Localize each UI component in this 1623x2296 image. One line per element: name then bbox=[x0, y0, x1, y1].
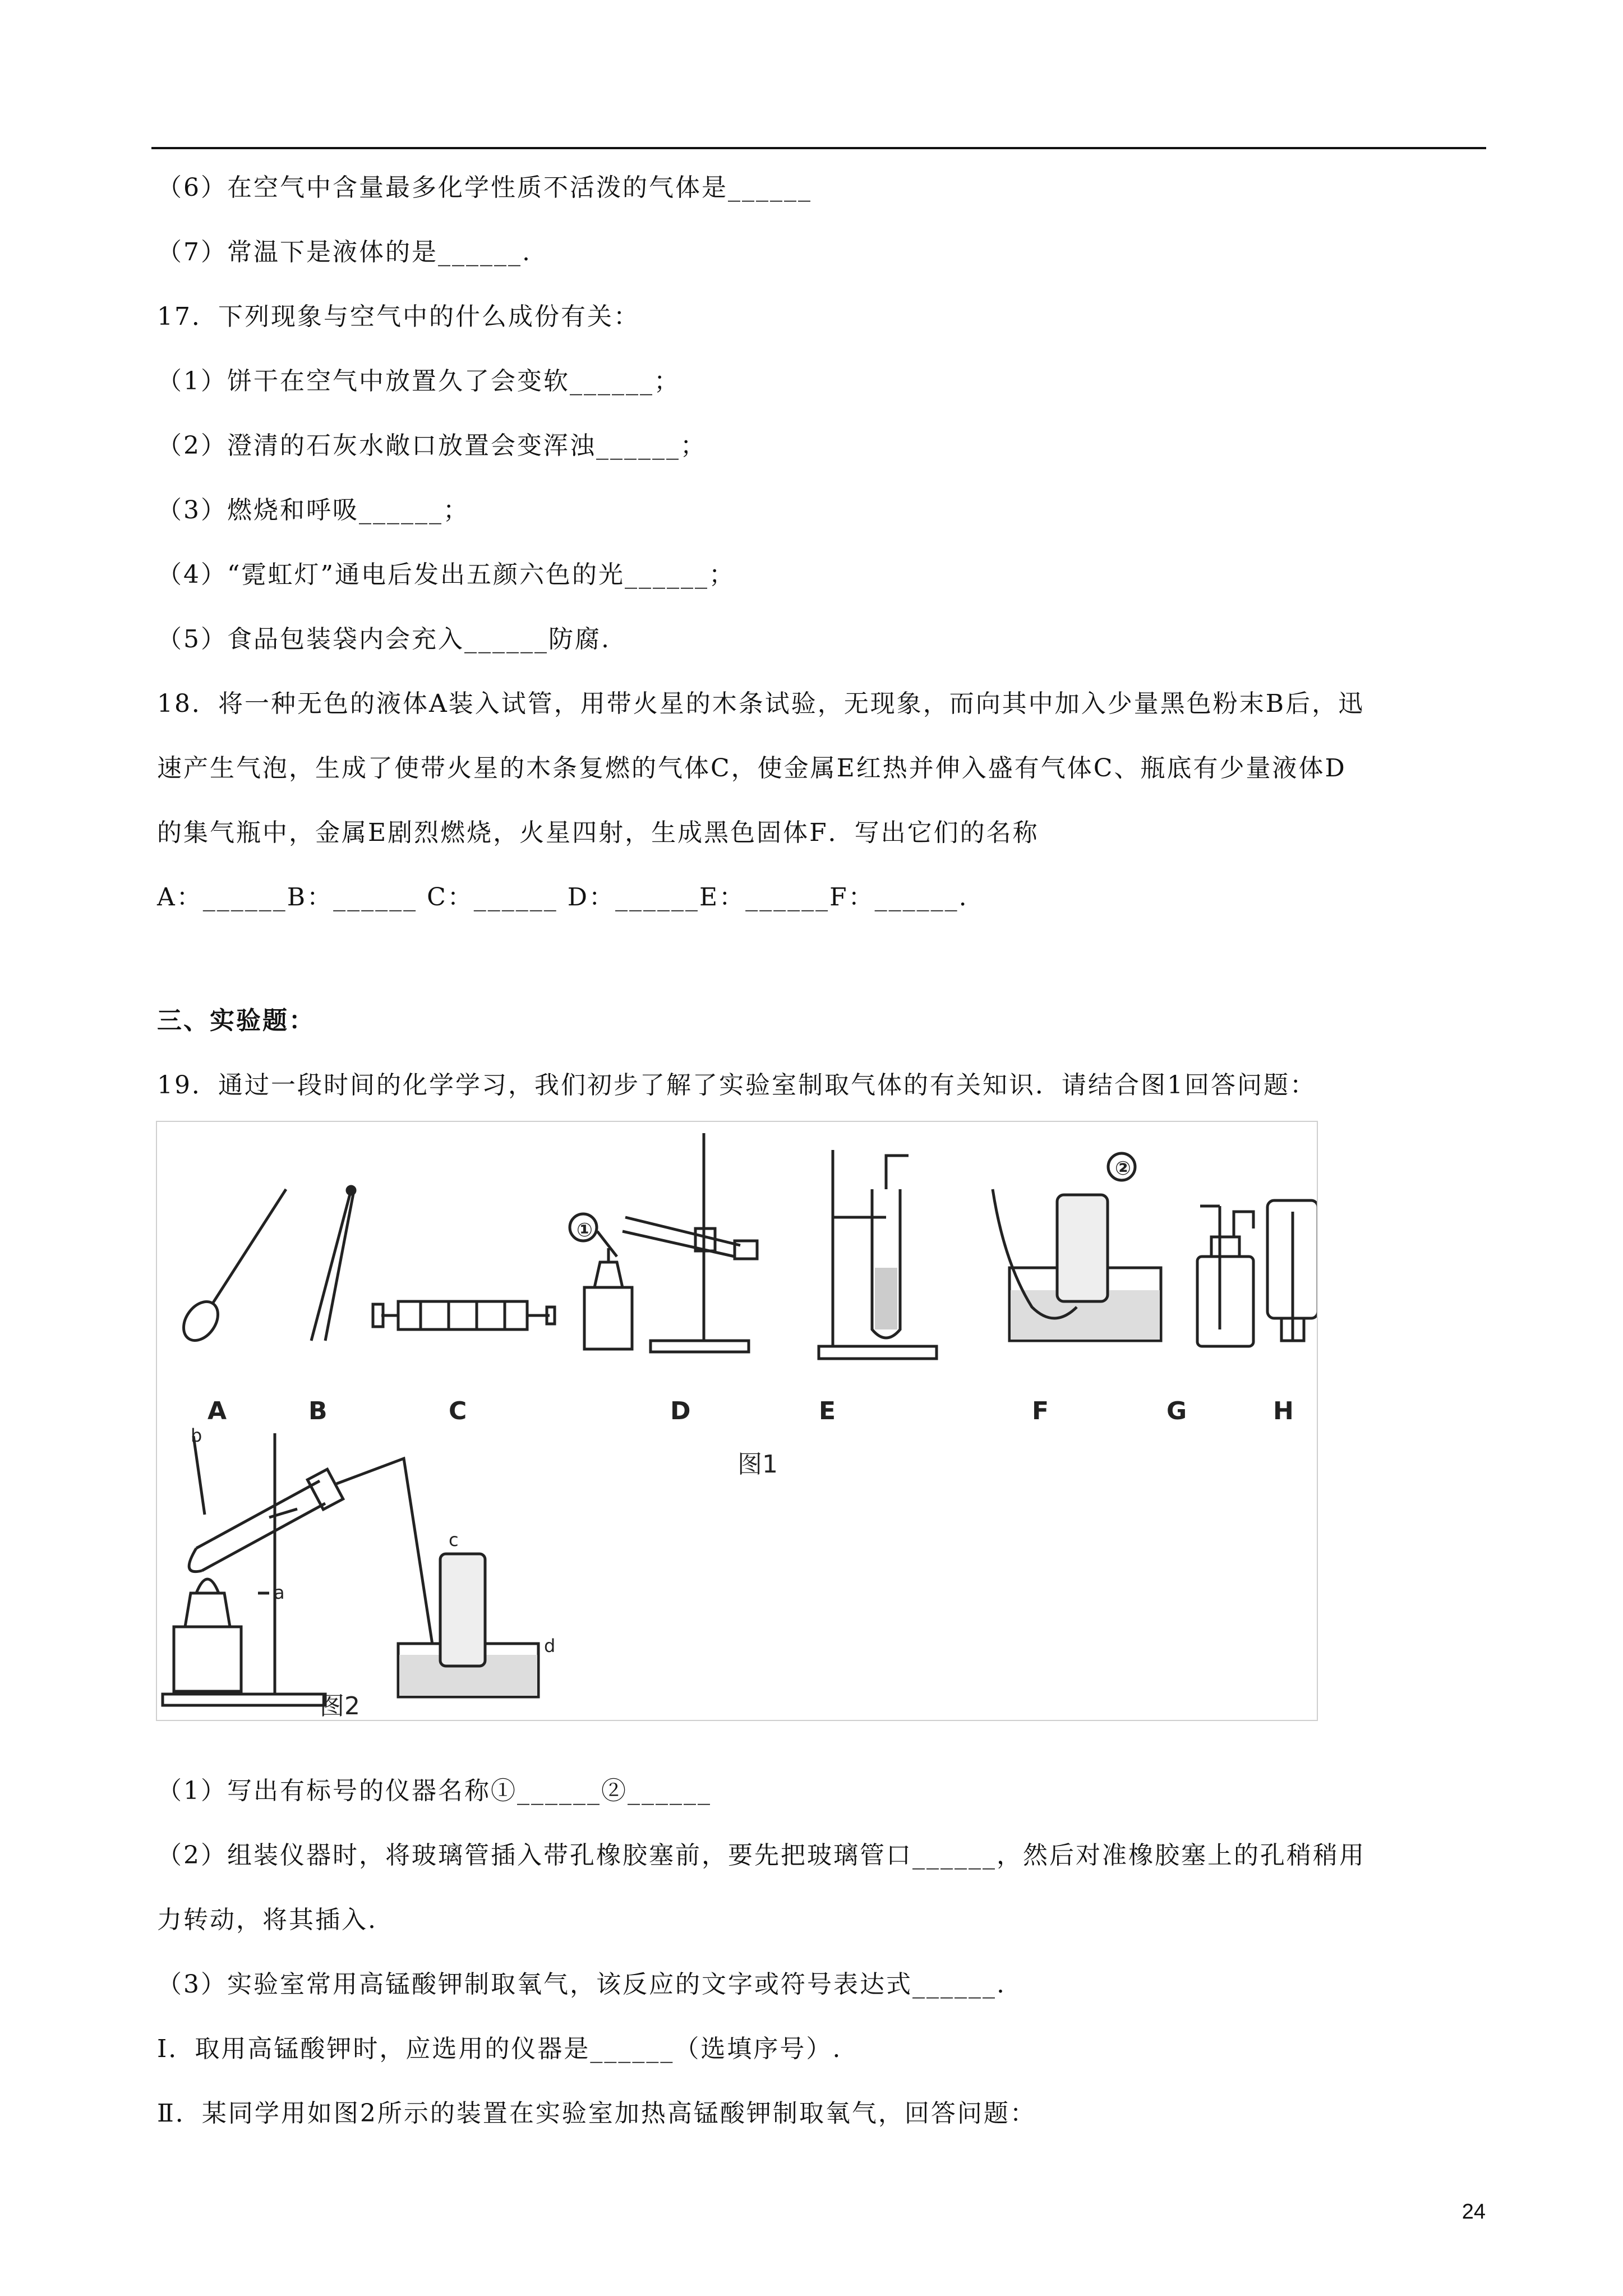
question-17-5: （5）食品包装袋内会充入______防腐. bbox=[157, 625, 611, 654]
label-f: F bbox=[1032, 1397, 1049, 1425]
testtube-stand-drawing bbox=[819, 1150, 937, 1359]
label-fig2-a: a bbox=[274, 1582, 285, 1603]
question-16-7: （7）常温下是液体的是______. bbox=[157, 238, 532, 266]
gas-bottle-drawing bbox=[1267, 1200, 1317, 1341]
water-trough-drawing bbox=[993, 1153, 1161, 1341]
label-h: H bbox=[1273, 1397, 1294, 1425]
wash-bottle-drawing bbox=[1197, 1206, 1253, 1346]
label-g: G bbox=[1166, 1397, 1187, 1425]
apparatus-diagram bbox=[157, 1122, 1317, 1720]
question-18-line-1: 18．将一种无色的液体A装入试管，用带火星的木条试验，无现象，而向其中加入少量黑色粉末B后，迅 bbox=[157, 689, 1365, 718]
question-19-3: （3）实验室常用高锰酸钾制取氧气，该反应的文字或符号表达式______. bbox=[157, 1970, 1006, 1999]
question-17-stem: 17．下列现象与空气中的什么成份有关： bbox=[157, 302, 640, 331]
label-fig2-c: c bbox=[449, 1529, 459, 1550]
label-c: C bbox=[449, 1397, 467, 1425]
spoon-drawing bbox=[177, 1189, 286, 1347]
label-fig2-b: b bbox=[191, 1425, 202, 1446]
header-rule bbox=[151, 147, 1486, 149]
question-18-line-3: 的集气瓶中，金属E剧烈燃烧，火星四射，生成黑色固体F．写出它们的名称 bbox=[157, 818, 1039, 847]
oxygen-setup-drawing bbox=[163, 1433, 538, 1705]
question-17-3: （3）燃烧和呼吸______； bbox=[157, 496, 469, 524]
stand-lamp-drawing bbox=[570, 1133, 757, 1352]
question-19-stem: 19．通过一段时间的化学学习，我们初步了解了实验室制取气体的有关知识．请结合图1回答问题： bbox=[157, 1071, 1316, 1099]
label-a: A bbox=[208, 1397, 227, 1425]
figure-1-caption: 图1 bbox=[737, 1450, 778, 1479]
page-number: 24 bbox=[1461, 2200, 1486, 2224]
question-19-3-i: Ⅰ．取用高锰酸钾时，应选用的仪器是______（选填序号）. bbox=[157, 2035, 842, 2063]
question-17-2: （2）澄清的石灰水敞口放置会变浑浊______； bbox=[157, 431, 707, 460]
apparatus-figure bbox=[156, 1121, 1318, 1721]
question-19-1: （1）写出有标号的仪器名称①______②______ bbox=[157, 1777, 712, 1805]
question-19-3-ii: Ⅱ．某同学用如图2所示的装置在实验室加热高锰酸钾制取氧气，回答问题： bbox=[157, 2099, 1036, 2128]
marker-1: ① bbox=[577, 1219, 593, 1241]
section-heading: 三、实验题： bbox=[157, 1006, 315, 1035]
question-18-line-2: 速产生气泡，生成了使带火星的木条复燃的气体C，使金属E红热并伸入盛有气体C、瓶底有少量液体D bbox=[157, 754, 1347, 783]
label-b: B bbox=[308, 1397, 328, 1425]
question-19-2-line-1: （2）组装仪器时，将玻璃管插入带孔橡胶塞前，要先把玻璃管口______，然后对准橡胶塞上的孔稍稍用 bbox=[157, 1841, 1366, 1870]
marker-2: ② bbox=[1115, 1157, 1131, 1180]
tweezers-drawing bbox=[311, 1186, 355, 1341]
question-17-4: （4）“霓虹灯”通电后发出五颜六色的光______； bbox=[157, 560, 735, 589]
label-d: D bbox=[670, 1397, 691, 1425]
question-17-1: （1）饼干在空气中放置久了会变软______； bbox=[157, 367, 680, 395]
question-18-answers: A：______B：______ C：______ D：______E：______F：______. bbox=[157, 883, 969, 912]
syringe-drawing bbox=[373, 1301, 555, 1329]
question-16-6: （6）在空气中含量最多化学性质不活泼的气体是______ bbox=[157, 173, 812, 202]
label-fig2-d: d bbox=[544, 1635, 556, 1657]
figure-2-caption: 图2 bbox=[320, 1692, 360, 1720]
question-19-2-line-2: 力转动，将其插入. bbox=[157, 1906, 377, 1934]
label-e: E bbox=[819, 1397, 836, 1425]
